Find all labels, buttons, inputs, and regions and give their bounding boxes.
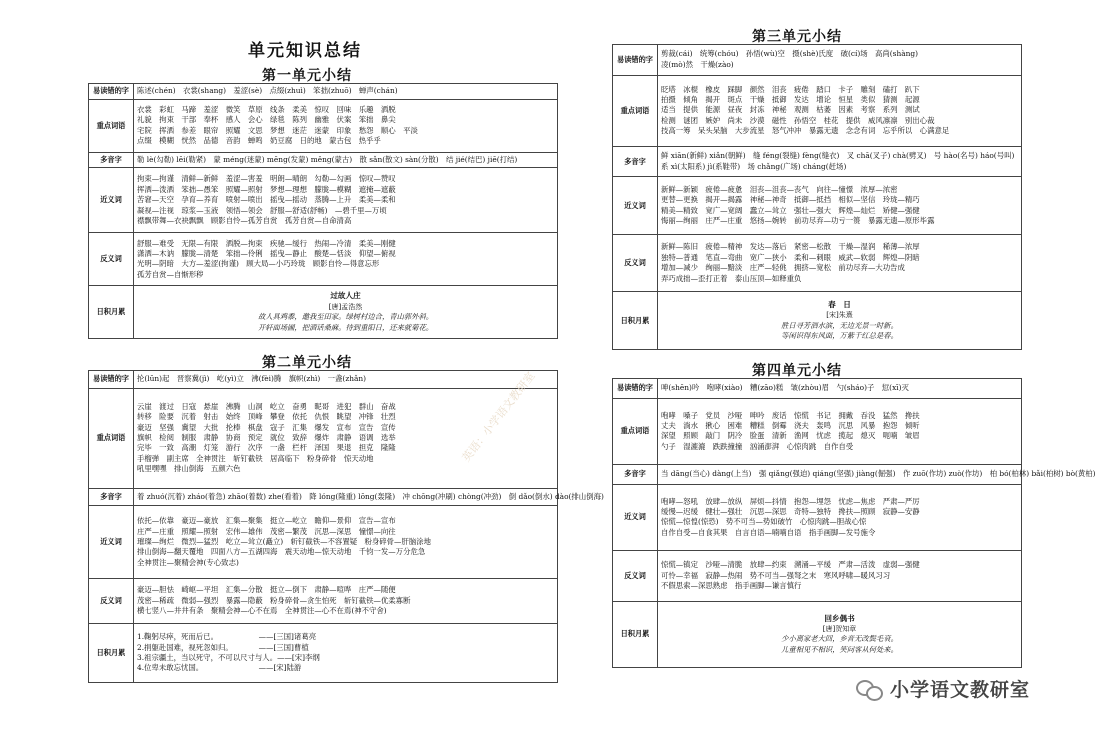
- unit-2-title: 第二单元小结: [262, 355, 352, 371]
- content-line: 豪迈 坚强 冀望 大批 抡棒 棋盘 寇子 汇集 爆发 宣布 宣告 宣传: [137, 422, 396, 432]
- poem-line: 胜日寻芳泗水滨，无边光景一时新。: [781, 320, 898, 330]
- content-line: 光明—阴暗 大方—羞涩(拘谨) 顾大局—小巧玲珑 顾影自怜—得意忘形: [137, 259, 380, 269]
- poem-line: 开轩面场圃，把酒话桑麻。待到重阳日，还来就菊花。: [257, 322, 434, 332]
- content-line: 惊慌—惊惶(惊恐) 势不可当—势如破竹 心惊肉跳—胆战心惊: [661, 517, 867, 527]
- row-content: [134, 578, 558, 623]
- row-label: 多音字: [613, 465, 658, 485]
- watermark-text: 英语：小学语文教研室: [459, 369, 538, 465]
- brand-name: 小学语文教研室: [889, 679, 1030, 701]
- content-line: 全神贯注—聚精会神(专心致志): [137, 557, 239, 567]
- row-content: [658, 379, 1022, 399]
- content-line: 不假思索—深思熟虑 指手画脚—谦言慎行: [661, 581, 802, 591]
- row-label: 反义词: [613, 551, 658, 602]
- content-line: 深望 照顾 敲门 阴冷 脸蛋 清新 渔网 忧虑 揽起 熄灭 呃喃 皱眉: [661, 431, 920, 441]
- row-3: [89, 506, 558, 579]
- content-line: 孤芳自赏—自惭形秽: [137, 269, 204, 279]
- row-4: [613, 234, 1022, 292]
- content-line: 呻(shēn)吟 咆哮(xiào) 糟(zāo)糕 皱(zhòu)眉 勺(sháo)子 愆(xī)灭: [661, 383, 909, 393]
- content-line: 惊慌—镇定 沙哑—清脆 放肆—约束 溯涌—平缓 严肃—活泼 虚弱—强健: [661, 560, 920, 570]
- content-line: 挥洒—泼洒 笨拙—愚笨 照耀—照射 梦想—理想 朦胧—模糊 遮掩—遮蔽: [137, 184, 396, 194]
- content-line: 潇洒—木讷 朦胧—清楚 笨拙—伶俐 摇曳—静止 酸楚—恬淡 仰望—俯视: [137, 248, 396, 258]
- content-line: 系 xì(太阳系) jì(系鞋带) 场 chǎng(广场) cháng(赶场): [661, 161, 847, 171]
- row-label: 近义词: [613, 484, 658, 550]
- row-content: [658, 75, 1022, 146]
- row-5: [89, 624, 558, 683]
- content-line: 悔丽—绚丽 庄严—庄重 悠扬—婉转 前功尽弃—功亏一篑 暴露无遗—原形毕露: [661, 216, 935, 226]
- poem-title: 过故人庄: [330, 291, 361, 301]
- row-content: [658, 484, 1022, 550]
- poem-author: [唐]贺知章: [822, 624, 857, 633]
- content-line: 着 zhuó(沉着) zháo(着急) zhāo(着数) zhe(看着) 降 lóng(隆重) lōng(轰隆) 冲 chōng(冲刷) chòng(冲劲) 倒 dǎo(倒水) dào(排山倒海): [137, 491, 604, 501]
- row-content: [658, 177, 1022, 235]
- row-content: [658, 465, 1096, 485]
- content-line: 凝视—注视 琼浆—玉液 领悟—领会 舒服—舒适(舒畅) —碧千里—万顷: [137, 205, 387, 215]
- content-line: 茂密—稀疏 微弱—强烈 暴露—隐蔽 粉身碎骨—贪生怕死 斩钉截铁—优柔寡断: [137, 595, 411, 605]
- row-content: [134, 388, 558, 488]
- row-label: 日积月累: [613, 292, 658, 350]
- row-label: 易读错的字: [613, 379, 658, 399]
- row-content: [658, 292, 1022, 350]
- poem-line: 儿童相见不相识，笑问客从何处来。: [781, 644, 898, 654]
- row-0: [613, 379, 1022, 399]
- row-label: 重点词语: [89, 99, 134, 152]
- row-2: [89, 488, 558, 506]
- content-line: 手榴弹 副主席 全神贯注 斩钉截铁 居高临下 粉身碎骨 惊天动地: [137, 453, 374, 463]
- unit-4-table: [612, 378, 1096, 668]
- content-line: 独特—普通 笔直—弯曲 宽广—狭小 柔和—刺眼 威武—软弱 辉煌—阴暗: [661, 252, 920, 262]
- row-3: [613, 177, 1022, 235]
- row-4: [613, 551, 1022, 602]
- content-line: 增加—减少 绚丽—黯淡 庄严—轻佻 拥挤—宽松 前功尽弃—大功告成: [661, 263, 905, 273]
- row-label: 易读错的字: [613, 45, 658, 76]
- content-line: 鲜 xiān(新鲜) xiǎn(朝鲜) 缝 féng(裂缝) fèng(缝衣) 叉 chā(叉子) chà(劈叉) 号 hào(名号) háo(号叫): [661, 151, 1015, 161]
- content-line: 精美—精致 宽广—宽阔 蠢立—耸立 强壮—强大 辉煌—灿烂 矫健—强健: [661, 205, 920, 215]
- content-line: 可怜—幸福 寂静—热闹 势不可当—强弩之末 寒风呼啸—暖风习习: [661, 570, 891, 580]
- content-line: 3.祖宗疆土，当以死守，不可以尺寸与人。——[宋]李纲: [137, 653, 320, 663]
- content-line: 拘束—拘谨 清鲜—新鲜 羞涩—害羞 明朗—晴朗 勾勒—勾画 惊叹—赞叹: [137, 174, 396, 184]
- unit-3-title: 第三单元小结: [752, 29, 842, 45]
- content-line: 技高一筹 呆头呆脑 大步流星 怒气冲冲 暴露无遗 念念有词 忘乎所以 心满意足: [661, 126, 950, 136]
- row-5: [613, 601, 1022, 667]
- content-line: 庄严—庄重 照耀—照射 宏伟—雄伟 茂密—繁茂 沉思—深思 憧憬—向往: [137, 526, 396, 536]
- content-line: 陈述(chén) 衣裳(shang) 羞涩(sè) 点缀(zhuì) 笨拙(zhuō) 蝉声(chán): [137, 86, 398, 96]
- row-1: [613, 398, 1022, 464]
- row-label: 日积月累: [613, 601, 658, 667]
- content-line: 眨塔 冰棍 橡皮 踩脚 颜然 泪丧 疲倦 踏口 卡子 雕刻 磕打 趴下: [661, 84, 920, 94]
- row-label: 易读错的字: [89, 84, 134, 100]
- row-0: [89, 371, 558, 389]
- row-content: [658, 45, 1022, 76]
- content-line: 旗帜 检阅 制服 肃静 协商 预定 就位 致辞 爆炸 肃静 语调 选举: [137, 432, 396, 442]
- row-content: [134, 506, 558, 579]
- poem-line: 少小离家老大回，乡音无改鬓毛衰。: [781, 634, 898, 644]
- content-line: 勒 lè(勾勒) lēi(勒紧) 蒙 méng(迷蒙) mēng(发蒙) měng(蒙古) 散 sǎn(散文) sàn(分散) 结 jié(结巴) jiē(打结): [137, 154, 518, 164]
- content-line: 1.鞠躬尽瘁，死而后已。 ——[三国]诸葛亮: [137, 632, 317, 642]
- row-label: 重点词语: [89, 388, 134, 488]
- content-line: 丈夫 淌水 揪心 困难 糟糕 倒霉 浇夫 轰鸣 沉思 风暴 抱怨 倾听: [661, 421, 920, 431]
- content-line: 凌(mò)然 干燥(zào): [661, 59, 734, 69]
- row-5: [613, 292, 1022, 350]
- content-line: 转移 险要 沉着 射击 始终 顶峰 攀登 依托 仇恨 眺望 冲锋 壮烈: [137, 412, 396, 422]
- content-line: 云崖 渡过 日寇 悬崖 沸腾 山洞 屹立 奋勇 昵哥 进犯 群山 奋战: [137, 401, 396, 411]
- content-line: 咆哮 嗓子 党员 沙哑 呻吟 废话 惊慌 书记 拥戴 吞没 猛然 搀扶: [661, 410, 920, 420]
- row-label: 反义词: [89, 233, 134, 286]
- content-line: 苦窘—天空 孕育—养育 喷射—喷出 摇曳—摇动 蒸腾—上升 柔美—柔和: [137, 195, 396, 205]
- content-line: 点缀 模糊 恍然 品德 音韵 蝉鸣 奶豆腐 日的地 蒙古包 热乎乎: [137, 136, 381, 146]
- content-line: 新鲜—陈旧 疲倦—精神 发达—落后 紧密—松散 干燥—湿润 稀薄—浓厚: [661, 242, 920, 252]
- row-content: [658, 551, 1022, 602]
- unit-1-title: 第一单元小结: [262, 68, 352, 84]
- content-line: 宅院 挥洒 参差 眼帘 照耀 文思 梦想 迷茫 迷蒙 印象 愁怨 顺心 平淡: [137, 125, 418, 135]
- content-line: 璀璨—绚烂 微烈—猛烈 屹立—耸立(矗立) 斩钉截铁—不容置疑 粉身碎骨—肝脑涂地: [137, 536, 432, 546]
- content-line: 新鲜—新颖 疲倦—疲惫 泪丧—沮丧—丧气 向往—憧憬 浓厚—浓密: [661, 184, 898, 194]
- poem-title: 春 日: [828, 299, 851, 309]
- content-line: 剪裁(cái) 统筹(chóu) 孙悟(wù)空 摄(shè)氏度 破(cí)场 高尚(shàng): [661, 49, 919, 59]
- row-label: 重点词语: [613, 75, 658, 146]
- row-content: [658, 234, 1022, 292]
- row-content: [658, 146, 1022, 177]
- row-content: [134, 84, 558, 100]
- content-line: 检测 谜团 嫉妒 尚未 沙漠 磁性 孙悟空 桂花 提供 威风凛凛 别出心裁: [661, 115, 935, 125]
- row-2: [613, 146, 1022, 177]
- poem-author: [唐]孟浩然: [328, 302, 363, 311]
- row-label: 近义词: [89, 168, 134, 233]
- row-0: [613, 45, 1022, 76]
- content-line: 缓慢—迟缓 健壮—强壮 沉思—深思 奇特—独特 搀扶—照顾 寂静—安静: [661, 507, 920, 517]
- row-content: [134, 168, 558, 233]
- row-content: [134, 152, 558, 168]
- row-2: [613, 465, 1022, 485]
- row-content: [134, 624, 558, 683]
- content-line: 舒服—难受 无限—有限 洒脱—拘束 疾驰—缓行 热闹—冷清 柔美—刚健: [137, 238, 396, 248]
- content-line: 襟飘带舞—衣袂飘飘 顾影自怜—孤芳自赏 孤芳自赏—自命清高: [137, 216, 352, 226]
- unit-1-table: [88, 83, 558, 339]
- row-label: 近义词: [89, 506, 134, 579]
- content-line: 完毕 一致 高潮 灯笼 游行 次序 一盏 栏杆 泽国 果退 担克 隆隆: [137, 443, 396, 453]
- content-line: 依托—依靠 豪迈—豪放 汇集—聚集 挺立—屹立 瞻仰—景仰 宣告—宣布: [137, 516, 396, 526]
- content-line: 礼貌 拘束 干部 奉杯 感人 会心 绿毯 陈列 幽雅 伏案 笨拙 鼻尖: [137, 115, 396, 125]
- row-label: 反义词: [89, 578, 134, 623]
- row-content: [134, 233, 558, 286]
- content-line: 排山倒海—翻天覆地 四面八方—五湖四海 震天动地—惊天动地 千钧一发—万分危急: [137, 547, 426, 557]
- unit-3-table: [612, 44, 1022, 350]
- brand-logo: [856, 675, 1030, 702]
- row-content: [134, 371, 558, 389]
- row-label: 多音字: [89, 488, 134, 506]
- row-3: [613, 484, 1022, 550]
- content-line: 弄巧成拙—歪打正着 泰山压顶—如释重负: [661, 273, 802, 283]
- content-line: 抡(lūn)起 晋察冀(jì) 屹(yì)立 沸(fèi)腾 旗帜(zhì) 一盏(zhǎn): [137, 374, 367, 384]
- row-content: [134, 488, 604, 506]
- row-4: [89, 578, 558, 623]
- row-content: [134, 99, 558, 152]
- content-line: 适当 提供 能源 昼夜 封冻 神秘 观测 枯萎 因素 考察 系列 测试: [661, 105, 920, 115]
- unit-4-title: 第四单元小结: [752, 363, 842, 379]
- row-label: 易读错的字: [89, 371, 134, 389]
- content-line: 咆哮—怒吼 放肆—放纵 屏烦—抖情 抱怨—埋怨 忧虑—焦虑 严肃—严厉: [661, 496, 920, 506]
- content-line: 拍摄 倾角 揭开 斑点 干燥 抵御 发达 增论 恒星 类似 猜测 起源: [661, 95, 920, 105]
- row-1: [89, 99, 558, 152]
- row-4: [89, 233, 558, 286]
- row-3: [89, 168, 558, 233]
- row-content: [658, 398, 1022, 464]
- row-label: 日积月累: [89, 286, 134, 339]
- row-label: 反义词: [613, 234, 658, 292]
- row-content: [658, 601, 1022, 667]
- row-label: 多音字: [613, 146, 658, 177]
- content-line: 吼里嘿嘿 排山倒海 五颜六色: [137, 464, 241, 474]
- poem-line: 故人具鸡黍，邀我至田家。绿树村边合，青山郭外斜。: [257, 312, 434, 322]
- content-line: 横七竖八—井井有条 聚精会神—心不在焉 全神贯注—心不在焉(神不守舍): [137, 606, 387, 616]
- poem-author: [宋]朱熹: [826, 311, 853, 320]
- content-line: 2.捐躯赴国难，视死忽如归。 ——[三国]曹植: [137, 642, 309, 652]
- wechat-icon: [856, 678, 884, 700]
- content-line: 当 dāng(当心) dàng(上当) 强 qiǎng(强迫) qiáng(坚强) jiàng(倔强) 作 zuō(作坊) zuò(作坊) 柏 bó(柏林) bǎi(柏树) bò(黄柏): [661, 469, 1096, 479]
- content-line: 自作自受—自食其果 自言自语—喃喃自语 指手画脚—发号施令: [661, 527, 876, 537]
- row-label: 多音字: [89, 152, 134, 168]
- row-0: [89, 84, 558, 100]
- row-1: [613, 75, 1022, 146]
- row-2: [89, 152, 558, 168]
- row-label: 日积月累: [89, 624, 134, 683]
- row-label: 近义词: [613, 177, 658, 235]
- poem-title: 回乡偶书: [824, 613, 855, 623]
- row-5: [89, 286, 558, 339]
- main-title: 单元知识总结: [248, 41, 362, 61]
- content-line: 衣裳 彩虹 马蹄 羞涩 微笑 草原 线条 柔美 惊叹 回味 乐趣 洒脱: [137, 104, 396, 114]
- content-line: 豪迈—胆怯 崎岖—平坦 汇集—分散 挺立—倒下 肃静—喧哗 庄严—随便: [137, 585, 396, 595]
- row-label: 重点词语: [613, 398, 658, 464]
- content-line: 勺子 湿漉漉 跌跌撞撞 汹涌澎湃 心惊肉跳 自作自受: [661, 441, 854, 451]
- poem-line: 等闲识得东风面，万紫千红总是春。: [781, 331, 898, 341]
- row-content: [134, 286, 558, 339]
- content-line: 4.位卑未敢忘忧国。 ——[宋]陆游: [137, 663, 302, 673]
- content-line: 更替—更换 揭开—揭露 神秘—神奇 抵御—抵挡 相似—坚信 玲珑—精巧: [661, 195, 920, 205]
